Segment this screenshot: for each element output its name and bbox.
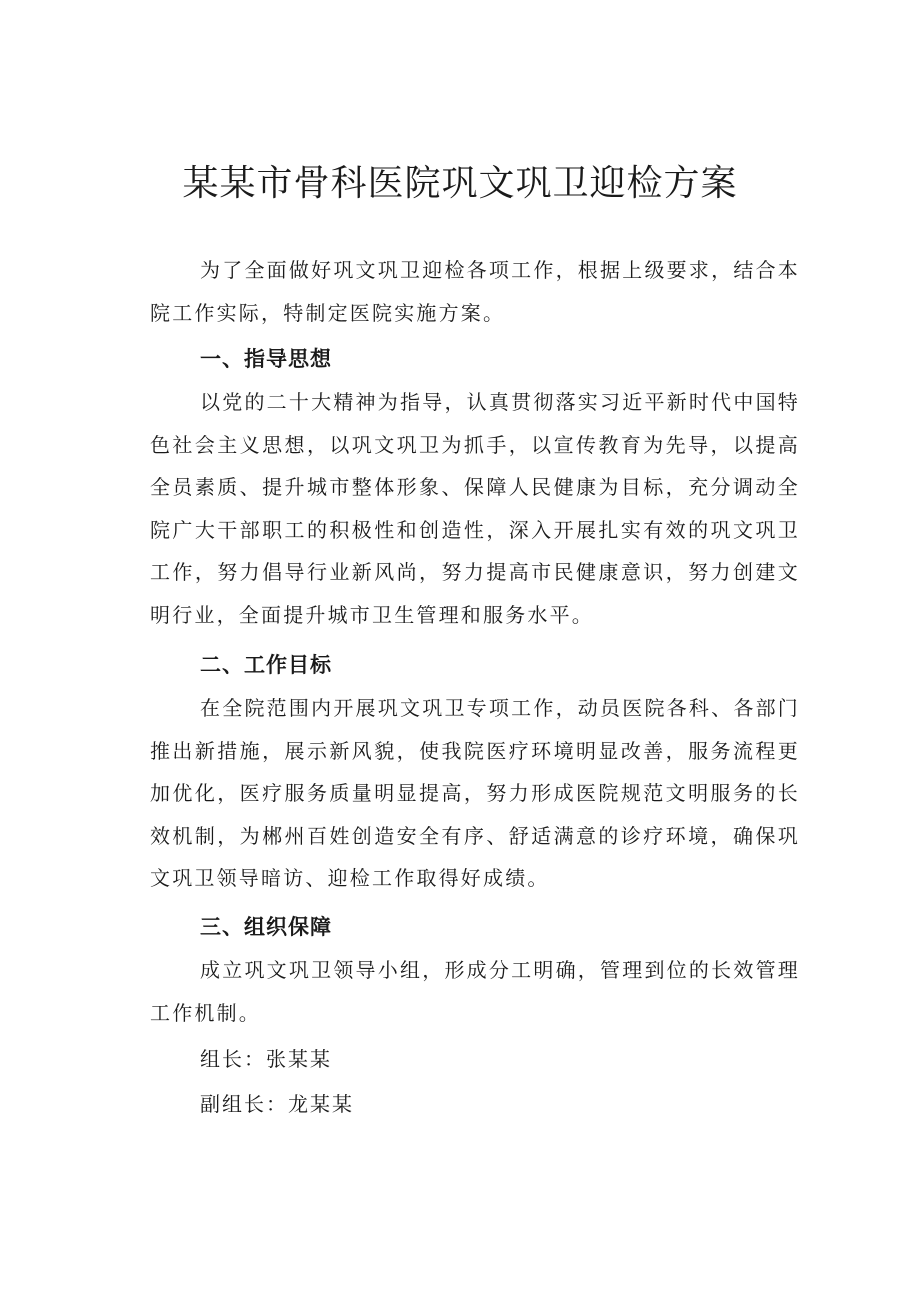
section-paragraph-organization: 成立巩文巩卫领导小组，形成分工明确，管理到位的长效管理工作机制。 xyxy=(150,958,800,1025)
section-heading-work-goals: 二、工作目标 xyxy=(200,653,332,677)
intro-paragraph: 为了全面做好巩文巩卫迎检各项工作，根据上级要求，结合本院工作实际，特制定医院实施方案。 xyxy=(150,258,800,325)
document-title: 某某市骨科医院巩文巩卫迎检方案 xyxy=(182,163,738,204)
section-paragraph-guiding-ideology: 以党的二十大精神为指导，认真贯彻落实习近平新时代中国特色社会主义思想，以巩文巩卫为抓手，以宣传教育为先导，以提高全员素质、提升城市整体形象、保障人民健康为目标，充分调动全院广大干部职工的积极性和创造性，深入开展扎实有效的巩文巩卫工作，努力倡导行业新风尚，努力提高市民健康意识，努力创建文明行业，全面提升城市卫生管理和服务水平。 xyxy=(150,390,800,627)
section-paragraph-work-goals: 在全院范围内开展巩文巩卫专项工作，动员医院各科、各部门推出新措施，展示新风貌，使我院医疗环境明显改善，服务流程更加优化，医疗服务质量明显提高，努力形成医院规范文明服务的长效机制，为郴州百姓创造安全有序、舒适满意的诊疗环境，确保巩文巩卫领导暗访、迎检工作取得好成绩。 xyxy=(150,696,800,890)
section-heading-guiding-ideology: 一、指导思想 xyxy=(200,347,332,371)
section-heading-organization: 三、组织保障 xyxy=(200,915,332,939)
deputy-leader-line: 副组长：龙某某 xyxy=(200,1092,354,1116)
leader-line: 组长：张某某 xyxy=(200,1047,332,1071)
